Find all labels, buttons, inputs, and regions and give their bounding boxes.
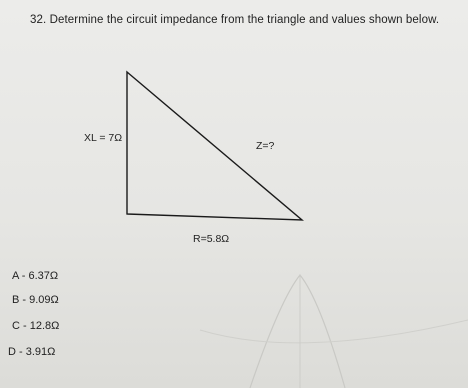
reactance-label: XL = 7Ω xyxy=(84,132,123,144)
choice-d[interactable]: D - 3.91Ω xyxy=(8,346,56,358)
choice-a[interactable]: A - 6.37Ω xyxy=(12,270,59,282)
resistance-label: R=5.8Ω xyxy=(193,233,230,245)
question-text: 32. Determine the circuit impedance from the triangle and values shown below. xyxy=(30,14,440,26)
triangle-shape xyxy=(127,72,302,220)
choice-b[interactable]: B - 9.09Ω xyxy=(12,294,59,306)
impedance-label: Z=? xyxy=(256,140,275,152)
choice-c[interactable]: C - 12.8Ω xyxy=(12,320,60,332)
